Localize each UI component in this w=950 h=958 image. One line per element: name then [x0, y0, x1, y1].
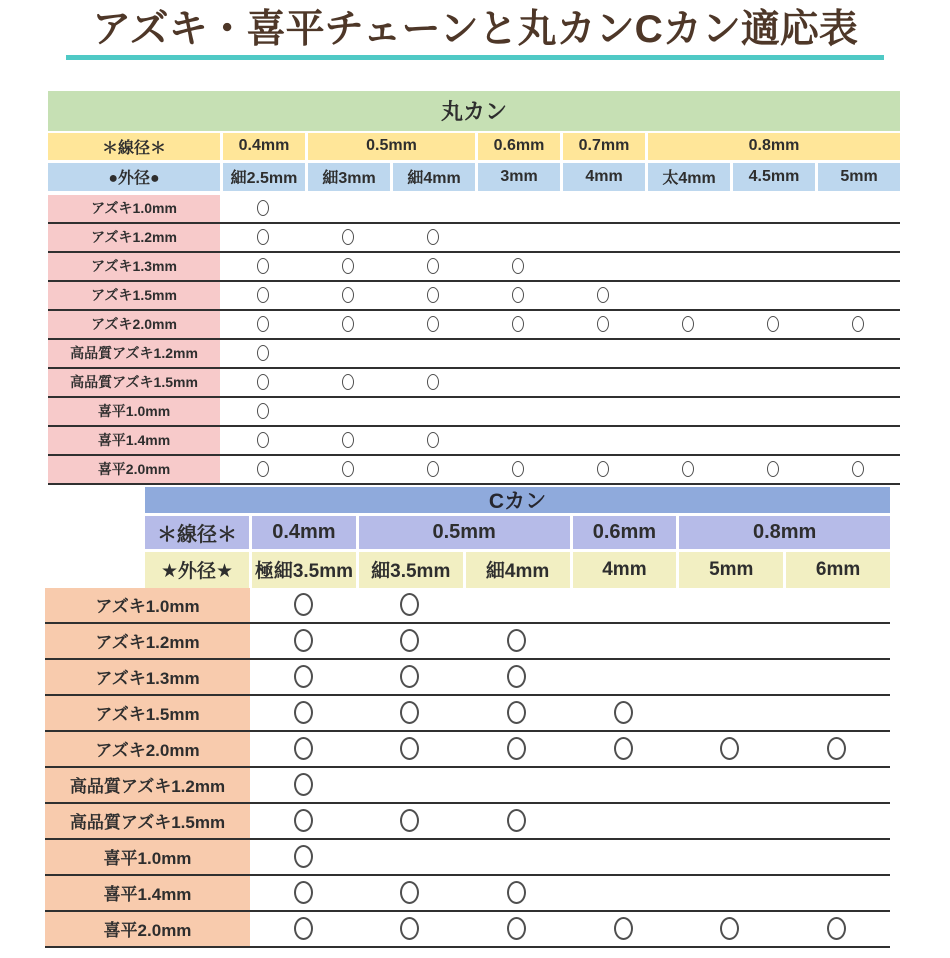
c-chain-label: アズキ1.3mm — [45, 660, 250, 694]
compatible-circle-icon — [294, 701, 313, 724]
c-data-row — [45, 660, 890, 696]
compatible-circle-icon — [427, 374, 439, 390]
c-compat-cell — [570, 768, 677, 802]
maru-compat-cell — [390, 456, 475, 483]
maru-wire-row — [48, 133, 900, 160]
compatible-circle-icon — [827, 737, 846, 760]
page-title-underline — [66, 8, 884, 60]
maru-compat-cell — [305, 340, 390, 367]
maru-compat-cell — [560, 427, 645, 454]
maru-compat-cell — [305, 369, 390, 396]
maru-compat-cell — [645, 195, 730, 222]
maru-chain-label: 喜平1.0mm — [48, 398, 220, 425]
compatible-circle-icon — [400, 737, 419, 760]
c-compat-cell — [250, 804, 357, 838]
c-wire-diameter-cell: 0.5mm — [359, 516, 570, 549]
c-compat-cell — [677, 876, 784, 910]
compatible-circle-icon — [614, 701, 633, 724]
c-compat-cell — [677, 840, 784, 874]
compatible-circle-icon — [767, 461, 779, 477]
maru-compat-cell — [815, 311, 900, 338]
compatible-circle-icon — [427, 258, 439, 274]
c-data-row — [45, 876, 890, 912]
maru-wire-diameter-cell: 0.7mm — [563, 133, 645, 160]
c-compat-cell — [463, 660, 570, 694]
compatible-circle-icon — [294, 917, 313, 940]
compatible-circle-icon — [257, 403, 269, 419]
c-compat-cell — [677, 660, 784, 694]
maru-compat-cell — [815, 369, 900, 396]
maru-compat-cell — [645, 253, 730, 280]
maru-compat-cell — [560, 311, 645, 338]
compatible-circle-icon — [507, 629, 526, 652]
maru-kan-table — [48, 91, 900, 485]
c-compat-cell — [677, 768, 784, 802]
maru-data-row — [48, 253, 900, 282]
c-outer-diameter-cell: 5mm — [679, 552, 783, 588]
c-compat-cell — [250, 840, 357, 874]
maru-compat-cell — [305, 195, 390, 222]
maru-compat-cell — [220, 253, 305, 280]
c-compat-cell — [463, 624, 570, 658]
compatible-circle-icon — [400, 701, 419, 724]
c-compat-cell — [463, 732, 570, 766]
maru-compat-cell — [560, 340, 645, 367]
maru-outer-diameter-cell: 太4mm — [648, 163, 730, 191]
c-outer-diameter-cell: 極細3.5mm — [252, 552, 356, 588]
maru-compat-cell — [390, 282, 475, 309]
maru-compat-cell — [390, 340, 475, 367]
maru-compat-cell — [730, 456, 815, 483]
maru-compat-cell — [560, 456, 645, 483]
c-compat-cell — [463, 768, 570, 802]
c-compat-cell — [357, 588, 464, 622]
compatible-circle-icon — [342, 374, 354, 390]
maru-outer-diameter-cell: 細2.5mm — [223, 163, 305, 191]
compatible-circle-icon — [767, 316, 779, 332]
maru-data-row — [48, 195, 900, 224]
maru-compat-cell — [475, 224, 560, 251]
maru-compat-cell — [220, 427, 305, 454]
maru-wire-diameter-label: ＊線径＊ — [48, 133, 220, 160]
compatible-circle-icon — [852, 316, 864, 332]
maru-compat-cell — [730, 253, 815, 280]
maru-compat-cell — [475, 340, 560, 367]
maru-compat-cell — [475, 253, 560, 280]
maru-compat-cell — [305, 253, 390, 280]
c-compat-cell — [783, 588, 890, 622]
compatible-circle-icon — [614, 737, 633, 760]
maru-compat-cell — [475, 398, 560, 425]
c-compat-cell — [570, 696, 677, 730]
c-outer-diameter-cell: 細3.5mm — [359, 552, 463, 588]
c-compat-cell — [570, 588, 677, 622]
c-wire-row — [145, 516, 890, 549]
c-data-row — [45, 912, 890, 948]
c-compat-cell — [463, 912, 570, 946]
c-compat-cell — [677, 696, 784, 730]
maru-chain-label: 喜平1.4mm — [48, 427, 220, 454]
c-compat-cell — [463, 696, 570, 730]
maru-compat-cell — [475, 456, 560, 483]
maru-compat-cell — [815, 456, 900, 483]
maru-chain-label: アズキ1.5mm — [48, 282, 220, 309]
compatible-circle-icon — [827, 917, 846, 940]
maru-outer-diameter-cell: 3mm — [478, 163, 560, 191]
maru-compat-cell — [475, 282, 560, 309]
maru-compat-cell — [645, 369, 730, 396]
compatible-circle-icon — [294, 881, 313, 904]
maru-data-row — [48, 282, 900, 311]
compatible-circle-icon — [257, 432, 269, 448]
c-compat-cell — [570, 660, 677, 694]
maru-data-row — [48, 340, 900, 369]
c-data-row — [45, 588, 890, 624]
c-compat-cell — [357, 876, 464, 910]
c-wire-diameter-label: ＊線径＊ — [145, 516, 249, 549]
maru-kan-table-title: 丸カン — [48, 91, 900, 131]
maru-compat-cell — [730, 427, 815, 454]
maru-chain-label: 高品質アズキ1.2mm — [48, 340, 220, 367]
c-chain-label: アズキ1.0mm — [45, 588, 250, 622]
maru-compat-cell — [645, 456, 730, 483]
maru-compat-cell — [390, 224, 475, 251]
c-kan-header — [145, 487, 890, 588]
maru-compat-cell — [220, 311, 305, 338]
maru-compat-cell — [560, 224, 645, 251]
c-wire-diameter-cell: 0.4mm — [252, 516, 356, 549]
compatible-circle-icon — [427, 316, 439, 332]
compatible-circle-icon — [512, 316, 524, 332]
maru-compat-cell — [220, 369, 305, 396]
c-compat-cell — [783, 696, 890, 730]
c-compat-cell — [357, 732, 464, 766]
compatible-circle-icon — [294, 737, 313, 760]
maru-compat-cell — [305, 427, 390, 454]
maru-wire-diameter-cell: 0.4mm — [223, 133, 305, 160]
maru-outer-diameter-cell: 5mm — [818, 163, 900, 191]
c-data-row — [45, 804, 890, 840]
maru-compat-cell — [475, 369, 560, 396]
page — [0, 8, 950, 948]
compatible-circle-icon — [342, 432, 354, 448]
c-chain-label: アズキ2.0mm — [45, 732, 250, 766]
maru-compat-cell — [220, 456, 305, 483]
compatible-circle-icon — [257, 229, 269, 245]
compatible-circle-icon — [400, 881, 419, 904]
compatible-circle-icon — [257, 345, 269, 361]
maru-body — [48, 195, 900, 485]
maru-compat-cell — [645, 282, 730, 309]
maru-data-row — [48, 398, 900, 427]
compatible-circle-icon — [257, 461, 269, 477]
compatible-circle-icon — [342, 461, 354, 477]
maru-compat-cell — [815, 224, 900, 251]
maru-data-row — [48, 427, 900, 456]
maru-wire-diameter-cell: 0.6mm — [478, 133, 560, 160]
c-chain-label: 高品質アズキ1.2mm — [45, 768, 250, 802]
c-chain-label: 喜平1.0mm — [45, 840, 250, 874]
compatible-circle-icon — [257, 287, 269, 303]
c-compat-cell — [250, 912, 357, 946]
maru-compat-cell — [815, 282, 900, 309]
c-compat-cell — [783, 912, 890, 946]
maru-compat-cell — [815, 195, 900, 222]
c-compat-cell — [357, 768, 464, 802]
maru-compat-cell — [560, 253, 645, 280]
maru-data-row — [48, 224, 900, 253]
c-chain-label: アズキ1.2mm — [45, 624, 250, 658]
compatible-circle-icon — [342, 316, 354, 332]
c-kan-table — [0, 487, 950, 948]
page-title: アズキ・喜平チェーンと丸カンCカン適応表 — [92, 8, 858, 51]
compatible-circle-icon — [852, 461, 864, 477]
compatible-circle-icon — [597, 461, 609, 477]
compatible-circle-icon — [427, 432, 439, 448]
compatible-circle-icon — [294, 593, 313, 616]
c-chain-label: 高品質アズキ1.5mm — [45, 804, 250, 838]
maru-data-row — [48, 369, 900, 398]
c-compat-cell — [463, 840, 570, 874]
compatible-circle-icon — [400, 665, 419, 688]
c-chain-label: アズキ1.5mm — [45, 696, 250, 730]
compatible-circle-icon — [400, 809, 419, 832]
c-compat-cell — [783, 732, 890, 766]
maru-outer-row — [48, 163, 900, 191]
c-compat-cell — [570, 840, 677, 874]
c-data-row — [45, 696, 890, 732]
c-compat-cell — [570, 804, 677, 838]
c-compat-cell — [250, 876, 357, 910]
c-chain-label: 喜平2.0mm — [45, 912, 250, 946]
maru-compat-cell — [645, 427, 730, 454]
c-compat-cell — [250, 624, 357, 658]
maru-compat-cell — [475, 195, 560, 222]
c-data-row — [45, 768, 890, 804]
maru-compat-cell — [815, 340, 900, 367]
compatible-circle-icon — [512, 287, 524, 303]
maru-wire-diameter-cell: 0.8mm — [648, 133, 900, 160]
maru-compat-cell — [390, 195, 475, 222]
compatible-circle-icon — [507, 701, 526, 724]
c-compat-cell — [570, 732, 677, 766]
c-outer-diameter-cell: 6mm — [786, 552, 890, 588]
maru-compat-cell — [730, 340, 815, 367]
c-compat-cell — [250, 660, 357, 694]
maru-compat-cell — [560, 369, 645, 396]
maru-chain-label: 喜平2.0mm — [48, 456, 220, 483]
compatible-circle-icon — [294, 773, 313, 796]
c-compat-cell — [570, 624, 677, 658]
c-outer-diameter-label: ★外径★ — [145, 552, 249, 588]
c-compat-cell — [250, 588, 357, 622]
maru-compat-cell — [390, 253, 475, 280]
compatible-circle-icon — [294, 665, 313, 688]
maru-data-row — [48, 456, 900, 485]
compatible-circle-icon — [400, 917, 419, 940]
maru-compat-cell — [390, 311, 475, 338]
compatible-circle-icon — [294, 845, 313, 868]
c-outer-diameter-cell: 細4mm — [466, 552, 570, 588]
c-compat-cell — [570, 912, 677, 946]
c-compat-cell — [783, 624, 890, 658]
compatible-circle-icon — [682, 461, 694, 477]
maru-compat-cell — [220, 282, 305, 309]
c-compat-cell — [677, 804, 784, 838]
maru-chain-label: アズキ1.0mm — [48, 195, 220, 222]
compatible-circle-icon — [257, 316, 269, 332]
c-compat-cell — [357, 840, 464, 874]
maru-chain-label: アズキ2.0mm — [48, 311, 220, 338]
maru-compat-cell — [560, 195, 645, 222]
maru-compat-cell — [730, 369, 815, 396]
maru-compat-cell — [730, 398, 815, 425]
maru-compat-cell — [815, 398, 900, 425]
maru-data-row — [48, 311, 900, 340]
c-compat-cell — [357, 660, 464, 694]
maru-outer-diameter-cell: 細4mm — [393, 163, 475, 191]
c-compat-cell — [463, 588, 570, 622]
maru-outer-diameter-cell: 細3mm — [308, 163, 390, 191]
maru-compat-cell — [475, 311, 560, 338]
c-compat-cell — [677, 732, 784, 766]
c-kan-table-title: Cカン — [145, 487, 890, 513]
c-compat-cell — [463, 804, 570, 838]
maru-outer-diameter-label: ●外径● — [48, 163, 220, 191]
compatible-circle-icon — [427, 287, 439, 303]
c-compat-cell — [357, 624, 464, 658]
maru-compat-cell — [645, 398, 730, 425]
compatible-circle-icon — [342, 229, 354, 245]
compatible-circle-icon — [507, 737, 526, 760]
compatible-circle-icon — [257, 374, 269, 390]
compatible-circle-icon — [512, 258, 524, 274]
maru-wire-diameter-cell: 0.5mm — [308, 133, 475, 160]
maru-chain-label: 高品質アズキ1.5mm — [48, 369, 220, 396]
c-compat-cell — [677, 912, 784, 946]
maru-chain-label: アズキ1.2mm — [48, 224, 220, 251]
compatible-circle-icon — [720, 917, 739, 940]
c-chain-label: 喜平1.4mm — [45, 876, 250, 910]
maru-compat-cell — [730, 311, 815, 338]
maru-compat-cell — [560, 398, 645, 425]
c-compat-cell — [357, 804, 464, 838]
maru-compat-cell — [645, 224, 730, 251]
c-wire-diameter-cell: 0.8mm — [679, 516, 890, 549]
c-compat-cell — [570, 876, 677, 910]
c-outer-diameter-cell: 4mm — [573, 552, 677, 588]
maru-compat-cell — [645, 340, 730, 367]
maru-compat-cell — [475, 427, 560, 454]
compatible-circle-icon — [257, 258, 269, 274]
c-compat-cell — [783, 660, 890, 694]
compatible-circle-icon — [400, 593, 419, 616]
maru-outer-diameter-cell: 4.5mm — [733, 163, 815, 191]
compatible-circle-icon — [720, 737, 739, 760]
maru-compat-cell — [305, 224, 390, 251]
maru-compat-cell — [390, 398, 475, 425]
compatible-circle-icon — [294, 629, 313, 652]
maru-compat-cell — [730, 282, 815, 309]
compatible-circle-icon — [682, 316, 694, 332]
maru-compat-cell — [220, 398, 305, 425]
maru-compat-cell — [305, 282, 390, 309]
maru-compat-cell — [390, 427, 475, 454]
maru-compat-cell — [645, 311, 730, 338]
c-compat-cell — [677, 588, 784, 622]
c-compat-cell — [783, 768, 890, 802]
c-outer-row — [145, 552, 890, 588]
compatible-circle-icon — [507, 665, 526, 688]
maru-compat-cell — [815, 253, 900, 280]
compatible-circle-icon — [342, 258, 354, 274]
c-wire-diameter-cell: 0.6mm — [573, 516, 677, 549]
c-compat-cell — [250, 768, 357, 802]
compatible-circle-icon — [342, 287, 354, 303]
c-compat-cell — [250, 732, 357, 766]
c-compat-cell — [250, 696, 357, 730]
compatible-circle-icon — [512, 461, 524, 477]
compatible-circle-icon — [257, 200, 269, 216]
maru-chain-label: アズキ1.3mm — [48, 253, 220, 280]
c-compat-cell — [677, 624, 784, 658]
maru-compat-cell — [305, 456, 390, 483]
c-data-row — [45, 732, 890, 768]
c-compat-cell — [463, 876, 570, 910]
c-compat-cell — [357, 696, 464, 730]
compatible-circle-icon — [507, 881, 526, 904]
maru-compat-cell — [730, 195, 815, 222]
compatible-circle-icon — [597, 316, 609, 332]
c-compat-cell — [783, 876, 890, 910]
compatible-circle-icon — [614, 917, 633, 940]
maru-compat-cell — [305, 311, 390, 338]
maru-compat-cell — [220, 195, 305, 222]
maru-compat-cell — [390, 369, 475, 396]
compatible-circle-icon — [427, 461, 439, 477]
compatible-circle-icon — [507, 809, 526, 832]
maru-compat-cell — [220, 340, 305, 367]
maru-compat-cell — [220, 224, 305, 251]
maru-compat-cell — [560, 282, 645, 309]
c-compat-cell — [783, 804, 890, 838]
maru-compat-cell — [730, 224, 815, 251]
compatible-circle-icon — [400, 629, 419, 652]
compatible-circle-icon — [507, 917, 526, 940]
c-data-row — [45, 840, 890, 876]
maru-outer-diameter-cell: 4mm — [563, 163, 645, 191]
compatible-circle-icon — [597, 287, 609, 303]
maru-compat-cell — [815, 427, 900, 454]
compatible-circle-icon — [427, 229, 439, 245]
c-data-row — [45, 624, 890, 660]
maru-compat-cell — [305, 398, 390, 425]
c-compat-cell — [783, 840, 890, 874]
c-body — [45, 588, 890, 948]
c-compat-cell — [357, 912, 464, 946]
compatible-circle-icon — [294, 809, 313, 832]
